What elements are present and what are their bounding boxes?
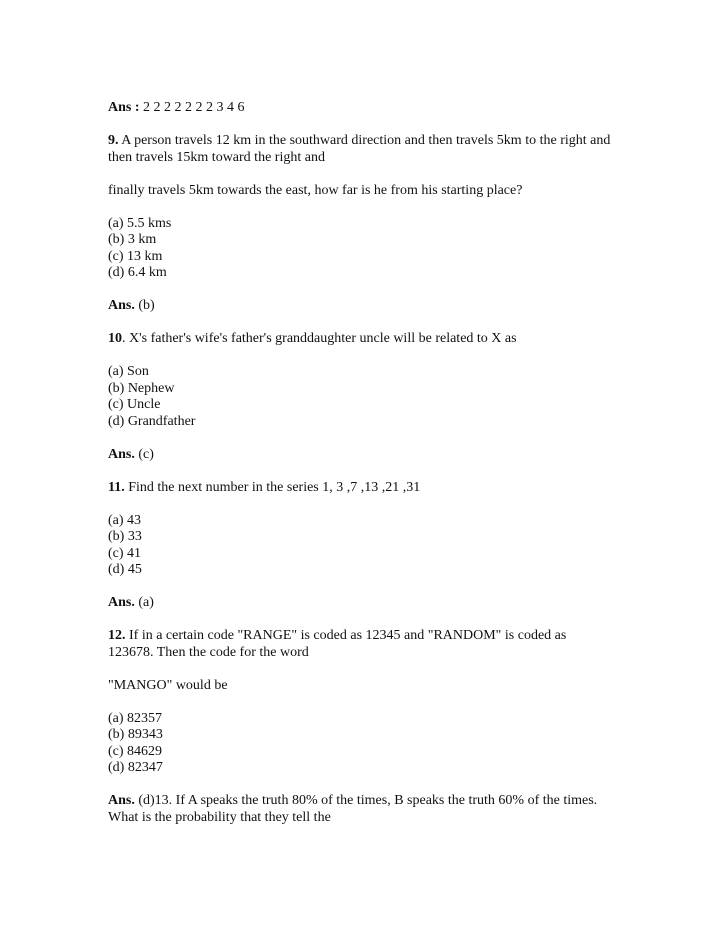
document-page: [108, 100, 708, 843]
text-line: [108, 529, 708, 546]
line-text: then travels 15km toward the right and: [108, 149, 325, 165]
paragraph-q10-options: [108, 364, 708, 430]
bold-label: Ans :: [108, 100, 140, 115]
text-line: [108, 727, 708, 744]
paragraph-ans-8: [108, 100, 708, 117]
bold-label: Ans.: [108, 595, 135, 610]
paragraph-ans-12-q13: [108, 793, 708, 826]
line-text: (a): [134, 595, 154, 610]
text-line: [108, 397, 708, 414]
line-text: "MANGO" would be: [108, 677, 228, 693]
line-text: Find the next number in the series 1, 3 ,7 ,13 ,21 ,31: [124, 479, 421, 495]
paragraph-q10: [108, 331, 708, 348]
text-line: [108, 480, 708, 497]
text-line: [108, 150, 708, 167]
text-line: [108, 414, 708, 431]
line-text: (b) 33: [108, 529, 142, 544]
text-line: [108, 793, 708, 810]
line-text: (a) 43: [108, 512, 142, 528]
text-line: [108, 364, 708, 381]
bold-label: Ans.: [108, 446, 135, 462]
line-text: (b): [134, 298, 155, 313]
text-line: [108, 628, 708, 645]
bold-label: Ans.: [108, 793, 135, 808]
line-text: (b) 89343: [108, 727, 163, 742]
text-line: [108, 678, 708, 695]
paragraph-q9: [108, 133, 708, 166]
paragraph-q11: [108, 480, 708, 497]
text-line: [108, 513, 708, 530]
line-text: (c) 13 km: [108, 248, 163, 264]
line-text: (d) 6.4 km: [108, 265, 167, 280]
line-text: If in a certain code "RANGE" is coded as 12345 and "RANDOM" is coded as: [125, 628, 567, 643]
line-text: (d) 82347: [108, 760, 163, 775]
text-line: [108, 232, 708, 249]
line-text: A person travels 12 km in the southward direction and then travels 5km to the right and: [118, 133, 611, 148]
text-line: [108, 265, 708, 282]
paragraph-q12-options: [108, 711, 708, 777]
text-line: [108, 447, 708, 464]
text-line: [108, 562, 708, 579]
text-line: [108, 183, 708, 200]
bold-label: 10: [108, 331, 122, 346]
paragraph-q11-options: [108, 513, 708, 579]
line-text: (d)13. If A speaks the truth 80% of the times, B speaks the truth 60% of the times.: [134, 793, 598, 808]
text-line: [108, 645, 708, 662]
paragraph-ans-9: [108, 298, 708, 315]
text-line: [108, 249, 708, 266]
line-text: (c): [134, 446, 154, 462]
paragraph-q12: [108, 628, 708, 661]
line-text: What is the probability that they tell the: [108, 809, 331, 825]
line-text: 2 2 2 2 2 2 2 3 4 6: [139, 100, 245, 115]
paragraph-ans-10: [108, 447, 708, 464]
line-text: (a) 5.5 kms: [108, 215, 172, 231]
line-text: (a) 82357: [108, 710, 163, 726]
line-text: finally travels 5km towards the east, how far is he from his starting place?: [108, 182, 523, 198]
line-text: (d) 45: [108, 562, 142, 577]
paragraph-q12-cont: [108, 678, 708, 695]
text-line: [108, 216, 708, 233]
line-text: (b) 3 km: [108, 232, 157, 247]
bold-label: Ans.: [108, 298, 135, 313]
line-text: (c) 84629: [108, 743, 163, 759]
line-text: (d) Grandfather: [108, 413, 196, 429]
line-text: (c) 41: [108, 545, 142, 561]
text-line: [108, 298, 708, 315]
text-line: [108, 133, 708, 150]
text-line: [108, 810, 708, 827]
text-line: [108, 546, 708, 563]
line-text: (b) Nephew: [108, 380, 175, 396]
bold-label: 9.: [108, 133, 119, 148]
text-line: [108, 711, 708, 728]
line-text: (a) Son: [108, 364, 149, 379]
text-line: [108, 744, 708, 761]
bold-label: 11.: [108, 479, 125, 495]
text-line: [108, 760, 708, 777]
paragraph-q9-options: [108, 216, 708, 282]
line-text: (c) Uncle: [108, 397, 161, 412]
text-line: [108, 331, 708, 348]
text-line: [108, 595, 708, 612]
text-line: [108, 100, 708, 117]
text-line: [108, 381, 708, 398]
paragraph-ans-11: [108, 595, 708, 612]
paragraph-q9-cont: [108, 183, 708, 200]
bold-label: 12.: [108, 628, 126, 643]
line-text: . X's father's wife's father's granddaughter uncle will be related to X as: [122, 331, 517, 346]
line-text: 123678. Then the code for the word: [108, 644, 309, 660]
